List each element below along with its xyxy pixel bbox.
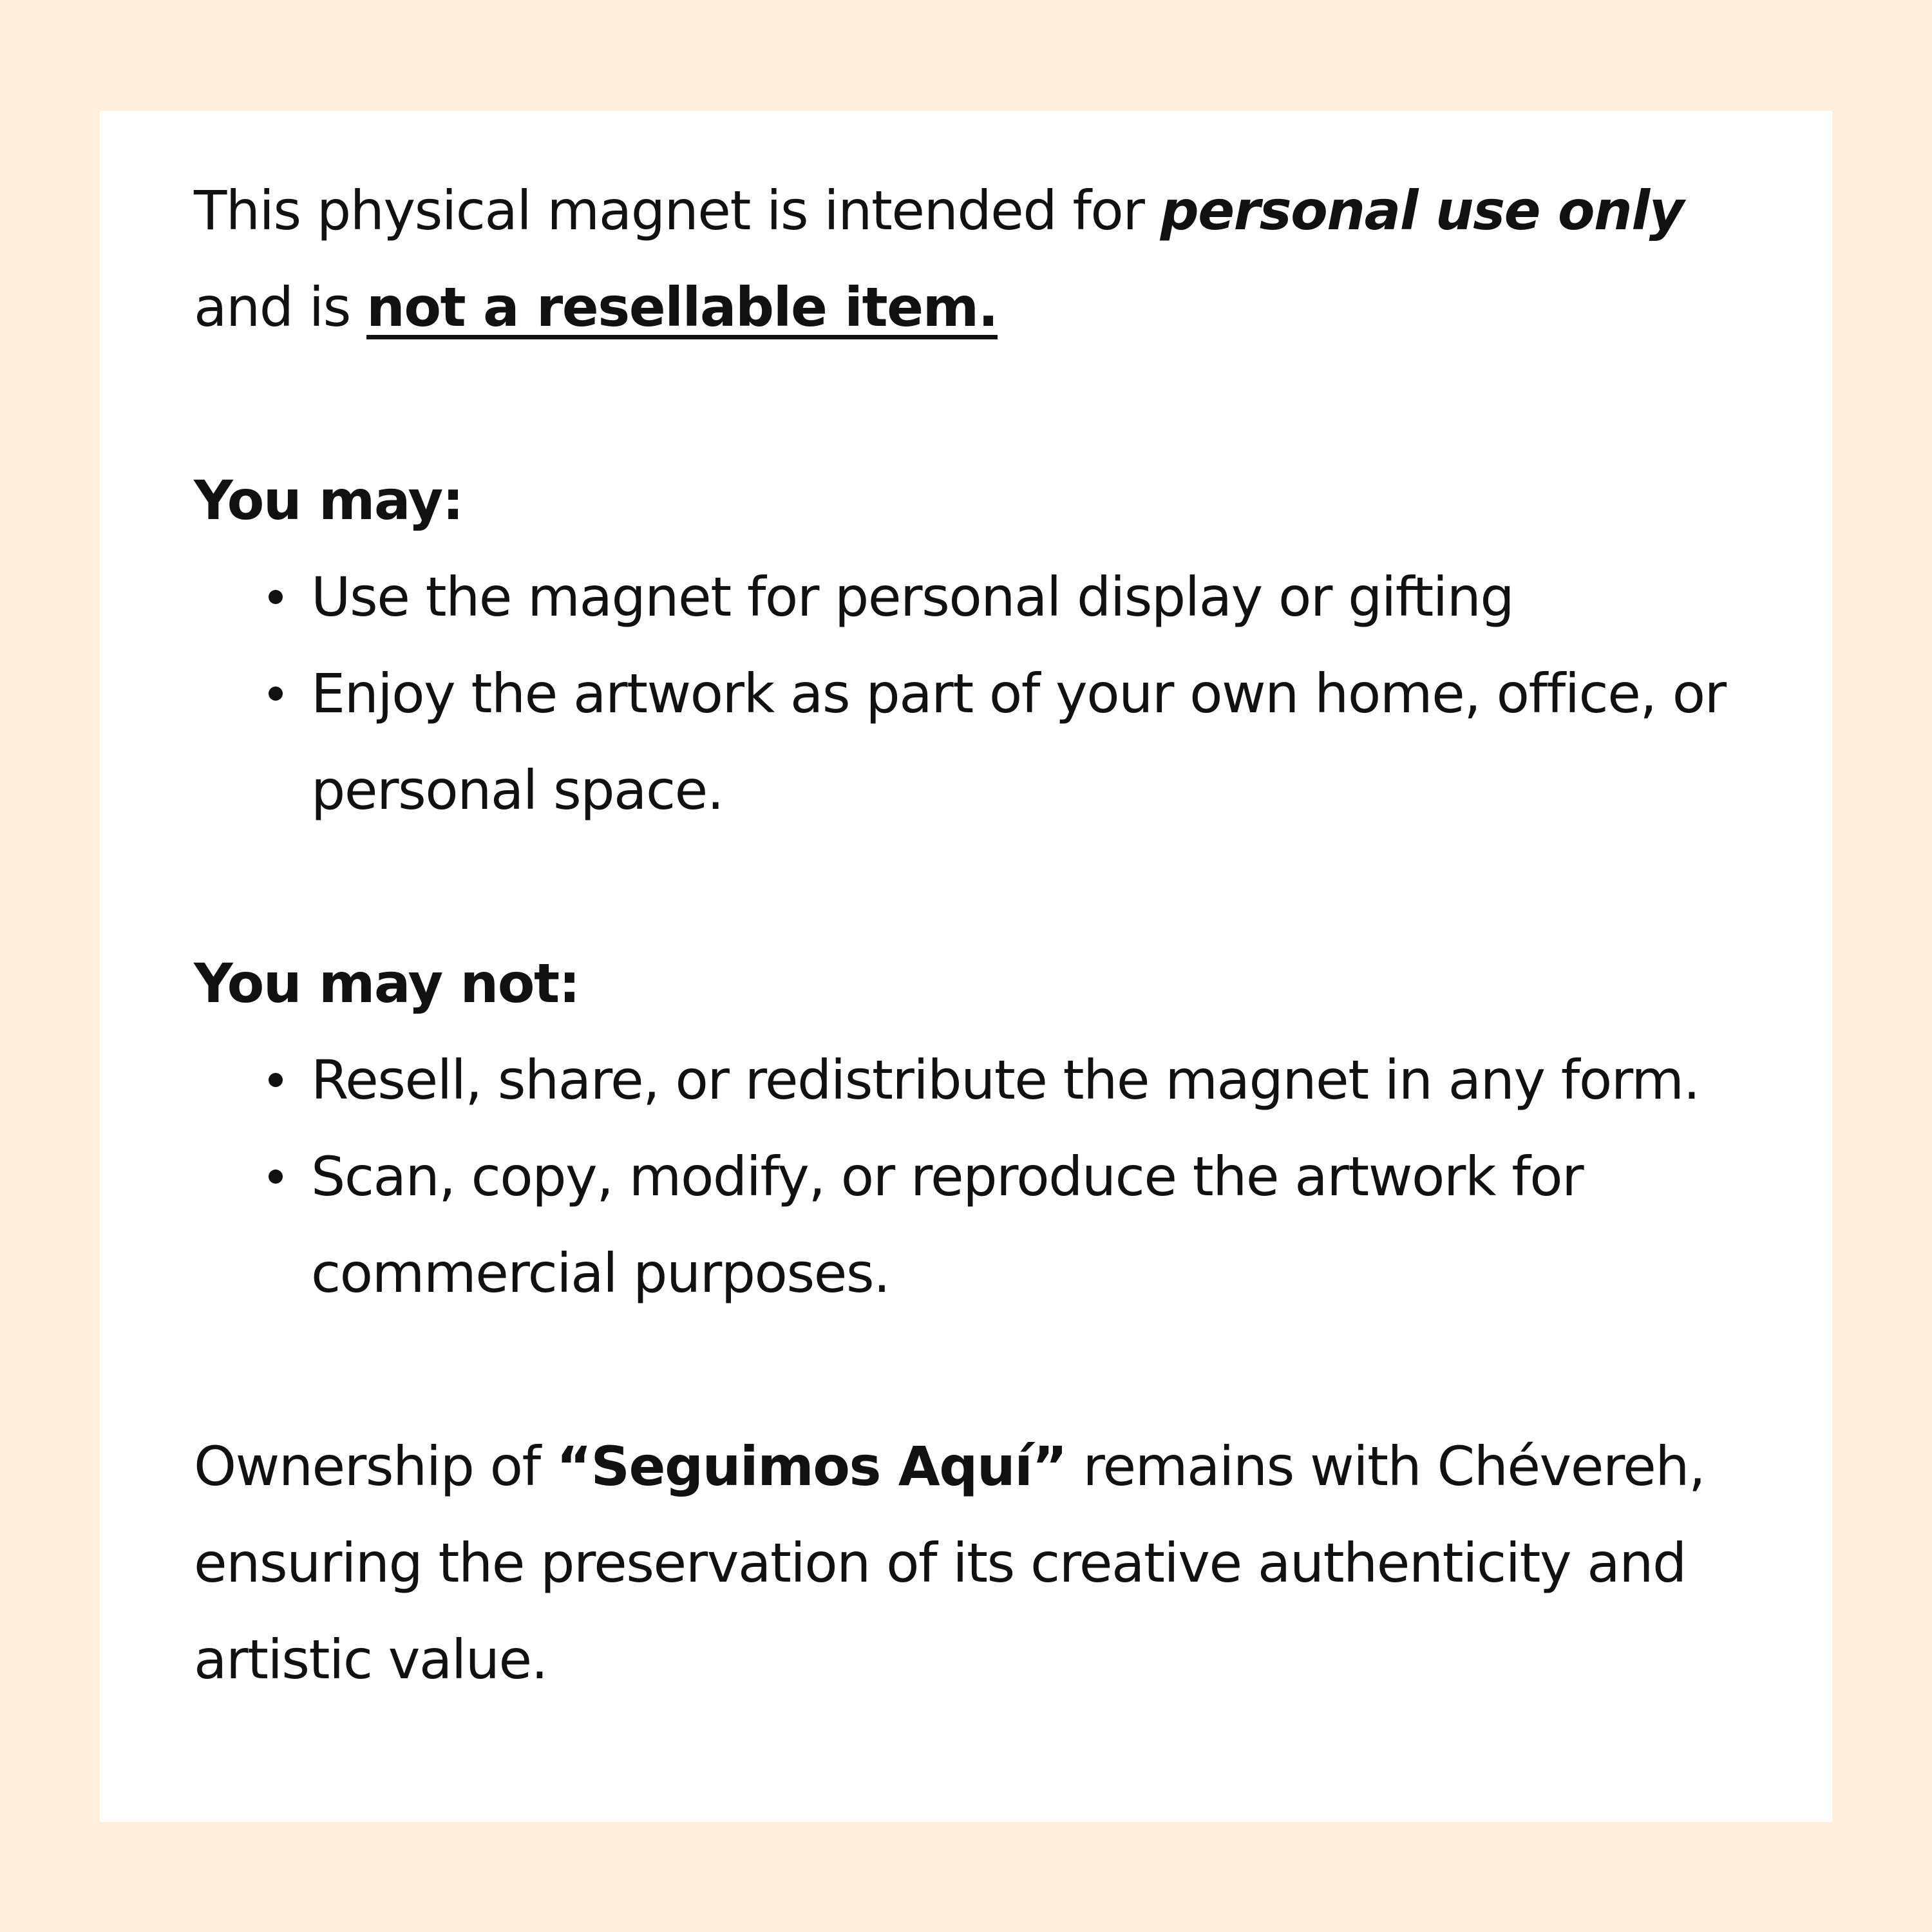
artwork-title: “Seguimos Aquí” [556, 1435, 1067, 1498]
may-not-list [194, 1032, 1832, 1321]
ownership-text-start: Ownership of [194, 1435, 556, 1498]
spacer [194, 838, 1832, 935]
bullet-icon [269, 687, 283, 701]
spacer [194, 1321, 1832, 1418]
bullet-icon [269, 1073, 283, 1087]
list-item [194, 1032, 1779, 1128]
list-item [194, 1128, 1779, 1321]
list-item [194, 549, 1779, 645]
list-item-text: Resell, share, or redistribute the magnet in any form. [311, 1048, 1700, 1112]
notice-card [100, 111, 1832, 1822]
ownership-paragraph [194, 1418, 1765, 1708]
may-list [194, 549, 1832, 838]
intro-emphasis: personal use only [1160, 179, 1683, 242]
intro-underlined: not a resellable item. [366, 276, 998, 339]
bullet-icon [269, 1170, 283, 1184]
ownership-text-end: remains with Chévereh, ensuring the preservation of its creative authenticity and artistic value. [194, 1435, 1705, 1691]
list-item [194, 645, 1779, 838]
may-not-heading: You may not: [194, 952, 580, 1015]
intro-paragraph [194, 162, 1765, 355]
bullet-icon [269, 590, 283, 604]
may-heading: You may: [194, 469, 463, 532]
intro-text-middle: and is [194, 276, 367, 339]
intro-text-start: This physical magnet is intended for [194, 179, 1160, 242]
list-item-text: Scan, copy, modify, or reproduce the artwork for commercial purposes. [311, 1145, 1584, 1305]
list-item-text: Enjoy the artwork as part of your own home, office, or personal space. [311, 662, 1726, 822]
list-item-text: Use the magnet for personal display or gifting [311, 565, 1514, 629]
spacer [194, 355, 1832, 452]
